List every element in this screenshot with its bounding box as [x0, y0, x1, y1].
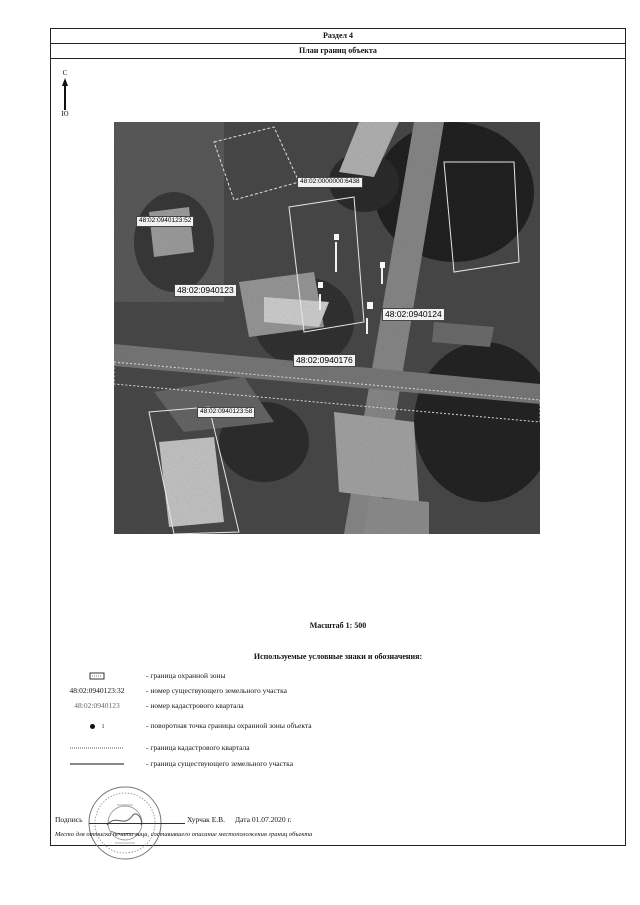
- section-title: Раздел 4: [51, 29, 625, 44]
- official-seal: [87, 785, 163, 866]
- signature-label: Подпись: [55, 815, 83, 824]
- legend-desc: - граница охранной зоны: [146, 671, 226, 680]
- signature-line: [89, 823, 185, 824]
- legend-item-quarter-number: [51, 700, 625, 712]
- solid-line-icon: [70, 762, 124, 766]
- dotted-line-icon: [70, 746, 124, 750]
- legend-symbol-text: 48:02:0940123: [74, 701, 120, 710]
- map-label-quarter-0940123: 48:02:0940123: [174, 284, 237, 297]
- aerial-map: [114, 122, 540, 534]
- legend-item-quarter-boundary: [51, 742, 625, 754]
- zone-boundary-icon: [89, 672, 105, 680]
- legend-desc: - граница существующего земельного участка: [146, 759, 294, 768]
- legend-item-land-number: [51, 685, 625, 697]
- legend-desc: - граница кадастрового квартала: [146, 743, 250, 752]
- legend-symbol-text: 1: [101, 724, 105, 730]
- map-scale: Масштаб 1: 500: [309, 621, 367, 630]
- map-label-land-6438: 48:02:0000000:6438: [297, 177, 363, 188]
- north-arrow: [58, 69, 72, 119]
- document-frame: [50, 28, 626, 846]
- legend-desc: - номер кадастрового квартала: [146, 701, 244, 710]
- legend-item-turning-point: [51, 720, 625, 732]
- north-label: С: [62, 69, 68, 77]
- map-label-land-52: 48:02:0940123:52: [136, 216, 194, 227]
- turning-point-icon: [90, 724, 95, 729]
- north-arrow-icon: [61, 78, 69, 110]
- south-label: Ю: [61, 110, 69, 118]
- map-label-quarter-0940124: 48:02:0940124: [382, 308, 445, 321]
- legend-item-zone-boundary: [51, 670, 625, 682]
- signature-date: Дата 01.07.2020 г.: [235, 815, 292, 824]
- legend-desc: - номер существующего земельного участка: [146, 686, 287, 695]
- legend-symbol-text: 48:02:0940123:32: [69, 686, 125, 695]
- legend-item-land-boundary: [51, 758, 625, 770]
- map-label-quarter-0940176: 48:02:0940176: [293, 354, 356, 367]
- seal-place-note: Место для оттиска печати лица, составившего описание местоположения границ объекта: [55, 831, 313, 838]
- signer-name: Хурчак Е.В.: [187, 815, 226, 824]
- map-label-land-58: 48:02:0940123:58: [197, 407, 255, 418]
- legend-desc: - поворотная точка границы охранной зоны объекта: [146, 721, 312, 730]
- plan-title: План границ объекта: [51, 44, 625, 59]
- legend-title: Используемые условные знаки и обозначения:: [253, 652, 423, 661]
